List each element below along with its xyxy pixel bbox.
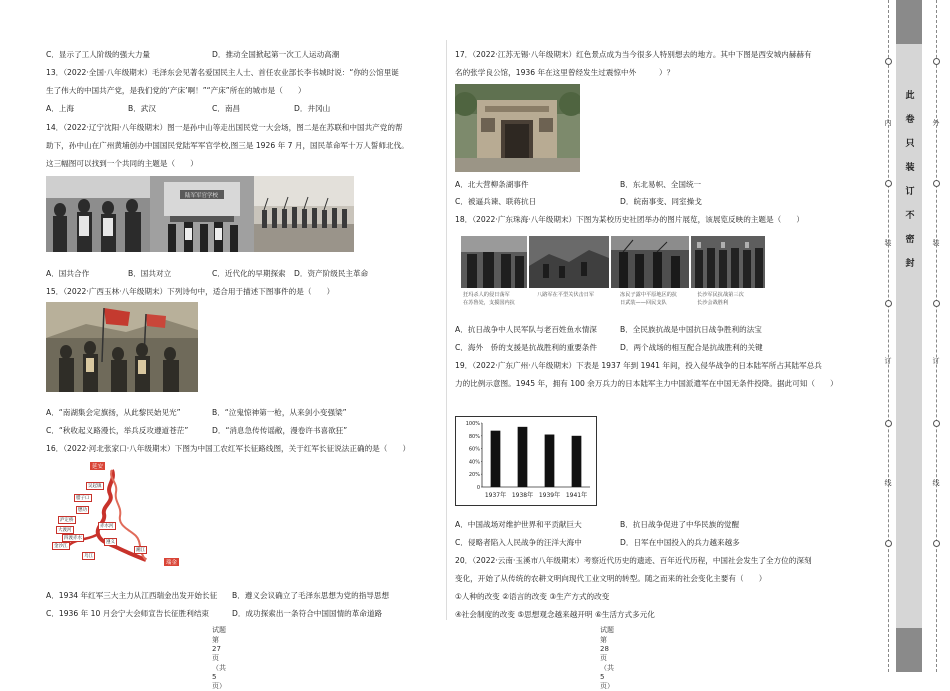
q18-caption-3-line-2: 日武装——回民支队 [620, 300, 667, 306]
q14-photo-3 [254, 176, 354, 252]
q17-photo-zhang-xueliang-mansion [455, 84, 580, 172]
q16-option-a: A．1934 年红军三大主力从江西瑞金出发开始长征 [46, 591, 218, 600]
bar-1941年 [572, 436, 582, 487]
q18-photo-3 [611, 236, 689, 288]
inner-binding-line [888, 0, 889, 672]
q18-option-d: D．两个战场的相互配合是抗战胜利的关键 [620, 343, 763, 352]
q18-caption-1-line-1: 狂玛杀人的侵日荡军 [463, 292, 510, 298]
seal-strip-bottom-block [896, 628, 922, 672]
q18-caption-1-line-2: 在苏鲁处，支援国内抗 [463, 300, 515, 306]
q15-option-d: D．“消息急传传谣敝，漫卷许书喜欲狂” [212, 426, 348, 435]
bar-1937年 [491, 431, 501, 487]
seal-char-4: 装 [905, 163, 915, 173]
q13-option-d: D．井冈山 [294, 104, 331, 113]
q16-option-c: C．1936 年 10 月会宁大会师宣告长征胜利结束 [46, 609, 210, 618]
y-tick-label: 20% [468, 472, 480, 479]
q20-stem-line-2: 变化，开始了从传统的农耕文明向现代工业文明的转型。随之而来的社会变化主要有（ ） [455, 574, 767, 583]
y-tick-label: 100% [465, 421, 480, 427]
map-label-zunyi: 遵义 [106, 540, 115, 545]
map-label-wuqizhen: 吴起镇 [88, 484, 102, 489]
q18-caption-2-line-1: 八路军在平型关伏击日军 [537, 292, 595, 298]
q19-option-c: C．侵略者陷入人民战争的汪洋大海中 [455, 538, 582, 547]
q20-items-line-1: ①人种的改变 ②语言的改变 ③生产方式的改变 [455, 592, 610, 601]
page-footer-left: 试题 第 27 页（共 5 页） [212, 626, 233, 690]
q17-option-c: C．被逼兵谏、联蒋抗日 [455, 197, 537, 206]
q12-option-c: C．显示了工人阶级的强大力量 [46, 50, 151, 59]
q12-option-d: D．推动全国掀起第一次工人运动高潮 [212, 50, 340, 59]
bar-1938年 [518, 427, 528, 487]
q18-caption-3-line-1: 冻民子露中平原地区的抗 [620, 292, 678, 298]
map-label-xiangjiang: 湘江 [136, 548, 145, 553]
q19-option-b: B．抗日战争促进了中华民族的觉醒 [620, 520, 740, 529]
y-tick-label: 0 [476, 485, 480, 491]
q18-caption-4-line-2: 长沙会战胜利 [697, 300, 729, 306]
inner-mark-zhuang: 装 [884, 239, 892, 247]
q16-option-b: B．遵义会议确立了毛泽东思想为党的指导思想 [232, 591, 390, 600]
map-label-ludingqiao: 泸定桥 [60, 518, 74, 523]
inner-circle-4 [885, 420, 892, 427]
inner-circle-5 [885, 540, 892, 547]
q14-stem-line-1: 14．（2022·辽宁沈阳·八年级期末）图一是孙中山等走出国民党一大会场，图二是在苏联和中国共产党的帮 [46, 123, 403, 132]
outer-circle-5 [933, 540, 940, 547]
seal-char-8: 封 [905, 259, 915, 269]
inner-mark-nei: 内 [884, 119, 892, 127]
inner-mark-xian: 线 [884, 479, 892, 487]
q18-caption-4-line-1: 长沙军民抗战第三次 [697, 292, 744, 298]
map-label-lazikou: 腊子口 [76, 496, 90, 501]
y-tick-label: 40% [468, 459, 480, 466]
q19-option-d: D．日军在中国投入的兵力越来越多 [620, 538, 740, 547]
map-label-chishuihe: 赤水河 [100, 524, 114, 529]
q15-painting [46, 302, 198, 392]
q15-option-c: C．“秋收起义路漫长，举兵反攻遵道苍茫” [46, 426, 189, 435]
inner-circle-2 [885, 180, 892, 187]
q14-stem-line-2: 助下，孙中山在广州黄埔创办中国国民党陆军军官学校,图三是 1926 年 7 月，国民革命军十万人誓师北伐。 [46, 141, 409, 150]
q16-option-d: D．成功探索出一条符合中国国情的革命道路 [232, 609, 383, 618]
outer-circle-4 [933, 420, 940, 427]
column-divider [446, 40, 447, 620]
inner-circle-1 [885, 58, 892, 65]
q14-option-a: A．国共合作 [46, 269, 90, 278]
q14-photo-2-sign: 陆军军官学校 [185, 193, 219, 199]
q14-photo-1 [46, 176, 150, 252]
map-label-jinshajiang: 金沙江 [54, 544, 68, 549]
q16-long-march-map [46, 460, 186, 576]
q13-stem-line-1: 13．（2022·全国·八年级期末）毛泽东会见著名爱国民主人士、首任农业部长李书城时说：“你的公馆里诞 [46, 68, 399, 77]
seal-char-5: 订 [905, 187, 915, 197]
page-footer-right: 试题 第 28 页（共 5 页） [600, 626, 621, 690]
q13-option-c: C．南昌 [212, 104, 241, 113]
q17-option-a: A．北大营柳条湖事件 [455, 180, 529, 189]
outer-mark-wai: 外 [932, 119, 940, 127]
x-tick-label: 1937年 [484, 492, 507, 499]
x-tick-label: 1941年 [565, 492, 588, 499]
map-label-yanan: 延安 [92, 464, 104, 470]
outer-binding-line [936, 0, 937, 672]
map-label-maogong: 懋功 [78, 508, 87, 513]
x-tick-label: 1938年 [511, 492, 534, 499]
q13-option-a: A．上海 [46, 104, 74, 113]
q19-stem-line-1: 19．（2022·广东广州·八年级期末）下表是 1937 年到 1941 年间，投入侵华战争的日本陆军所占其陆军总兵 [455, 361, 822, 370]
outer-circle-2 [933, 180, 940, 187]
seal-char-6: 不 [905, 211, 915, 221]
map-label-sidu-chishui: 四渡赤水 [64, 536, 82, 541]
outer-circle-1 [933, 58, 940, 65]
q20-items-line-2: ④社会制度的改变 ⑤思想观念越来越开明 ⑥生活方式多元化 [455, 610, 655, 619]
outer-mark-ding: 订 [932, 357, 940, 365]
y-tick-label: 60% [468, 446, 480, 453]
outer-mark-xian: 线 [932, 479, 940, 487]
q16-stem: 16．（2022·河北张家口·八年级期末）下图为中国工农红军长征路线图，关于红军长征说法正确的是（ ） [46, 444, 411, 453]
q18-option-b: B．全民族抗战是中国抗日战争胜利的法宝 [620, 325, 762, 334]
map-label-wujiang: 乌江 [84, 554, 93, 559]
seal-strip-top-block [896, 0, 922, 44]
q14-option-d: D．资产阶级民主革命 [294, 269, 369, 278]
q13-option-b: B．武汉 [128, 104, 156, 113]
q18-photo-1 [461, 236, 527, 288]
q20-stem-line-1: 20．（2022·云南·玉溪市八年级期末）考察近代历史的遗迹、百年近代历程，中国社会发生了全方位的深刻 [455, 556, 812, 565]
q17-stem-line-1: 17．（2022·江苏无锡·八年级期末）红色景点成为当今很多人特别想去的地方。其中下图是西安城内赫赫有 [455, 50, 812, 59]
map-label-daduhe: 大渡河 [58, 528, 72, 533]
q17-option-b: B．东北易帜、全国统一 [620, 180, 702, 189]
q19-option-a: A．中国战场对维护世界和平贡献巨大 [455, 520, 582, 529]
q14-stem-line-3: 这三幅图可以找到一个共同的主题是（ ） [46, 159, 198, 168]
q18-photo-2 [529, 236, 609, 288]
q13-stem-line-2: 生了伟大的中国共产党，是我们党的‘产床’啊！”“产床”所在的城市是（ ） [46, 86, 306, 95]
map-label-ruijin: 瑞金 [166, 560, 178, 566]
inner-circle-3 [885, 300, 892, 307]
q15-option-b: B．“泣鬼惊神第一枪，从来剑小变强梁” [212, 408, 347, 417]
q14-photo-2 [150, 176, 254, 252]
inner-mark-ding: 订 [884, 357, 892, 365]
q17-stem-line-2: 名的张学良公馆，1936 年在这里曾经发生过震惊中外 ）？ [455, 68, 675, 77]
q19-stem-line-2: 力的比例示意图。1945 年，拥有 100 余万兵力的日本陆军主力中国派遣军在中国无条件投降。据此可知（ ） [455, 379, 838, 388]
x-tick-label: 1939年 [538, 492, 561, 499]
q17-option-d: D．皖南事变、同室操戈 [620, 197, 702, 206]
q19-bar-chart-svg [456, 417, 596, 505]
q15-option-a: A．“南湖集会定旗扬，从此黎民始见光” [46, 408, 181, 417]
q18-photo-4 [691, 236, 765, 288]
seal-char-3: 只 [905, 139, 915, 149]
q18-option-c: C．海外 侨的支援是抗战胜利的重要条件 [455, 343, 597, 352]
q19-bar-chart [455, 416, 597, 506]
y-tick-label: 80% [468, 433, 480, 440]
bar-1939年 [545, 435, 555, 487]
q18-option-a: A．抗日战争中人民军队与老百姓鱼水情深 [455, 325, 597, 334]
outer-circle-3 [933, 300, 940, 307]
q14-option-b: B．国共对立 [128, 269, 172, 278]
q14-option-c: C．近代化的早期探索 [212, 269, 286, 278]
seal-char-7: 密 [905, 235, 915, 245]
seal-char-2: 卷 [905, 115, 915, 125]
q18-stem: 18．（2022·广东珠海·八年级期末）下图为某校历史社团举办的图片展览，该展览反映的主题是（ ） [455, 215, 804, 224]
seal-char-1: 此 [905, 91, 915, 101]
outer-mark-zhuang: 装 [932, 239, 940, 247]
q15-stem: 15．（2022·广西玉林·八年级期末）下列诗句中，适合用于描述下图事件的是（ ） [46, 287, 335, 296]
